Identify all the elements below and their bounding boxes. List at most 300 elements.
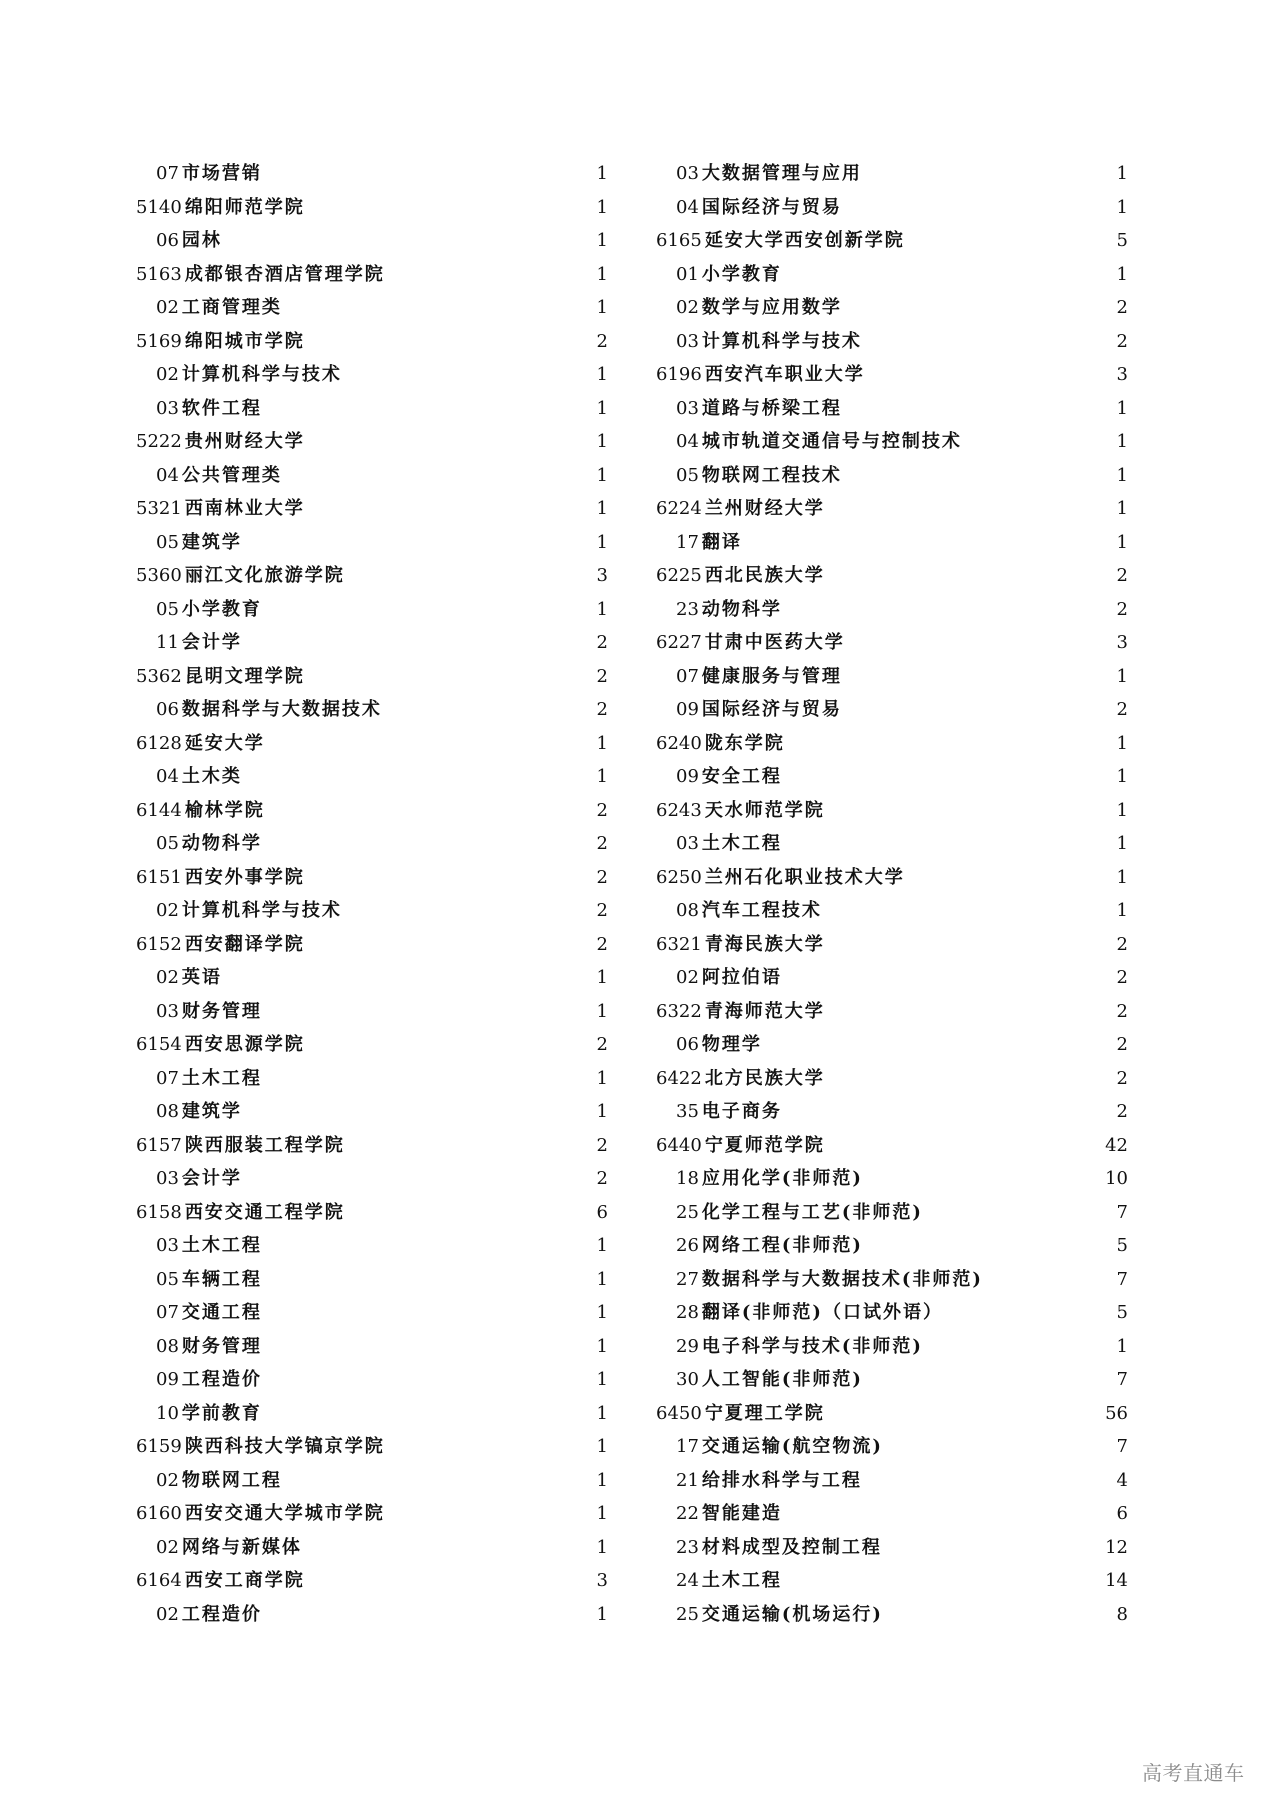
major-name: 道路与桥梁工程 — [701, 397, 842, 419]
major-code: 08 — [676, 900, 699, 921]
major-row — [136, 392, 608, 426]
school-code: 6250 — [656, 866, 702, 888]
row-label — [676, 291, 842, 325]
school-code: 5362 — [136, 665, 182, 687]
major-row — [136, 1296, 608, 1330]
major-code: 02 — [156, 1536, 179, 1558]
major-code: 07 — [156, 1067, 179, 1089]
major-name: 应用化学(非师范) — [701, 1168, 863, 1189]
plan-count: 1 — [596, 196, 608, 218]
row-label — [656, 794, 825, 828]
plan-count: 2 — [596, 1034, 608, 1055]
left-column — [136, 157, 608, 1631]
major-name: 翻译 — [701, 531, 742, 553]
row-label — [676, 660, 842, 694]
major-code: 02 — [156, 1469, 179, 1491]
row-label — [136, 1430, 385, 1464]
major-name: 财务管理 — [181, 1000, 262, 1022]
row-label — [156, 1229, 262, 1263]
row-label — [136, 191, 305, 225]
row-label — [156, 224, 222, 258]
school-code: 6157 — [136, 1134, 182, 1156]
plan-count: 1 — [596, 1436, 608, 1457]
major-row — [656, 961, 1128, 995]
major-row — [656, 1095, 1128, 1129]
major-code: 05 — [156, 833, 179, 854]
plan-count: 1 — [1116, 1335, 1128, 1357]
school-row — [656, 358, 1128, 392]
major-name: 动物科学 — [701, 598, 782, 620]
plan-count: 2 — [596, 866, 608, 888]
plan-count: 2 — [1116, 598, 1128, 620]
row-label — [136, 794, 265, 828]
plan-count: 5 — [1116, 1302, 1128, 1323]
school-code: 6152 — [136, 933, 182, 955]
major-code: 08 — [156, 1101, 179, 1122]
plan-count: 5 — [1116, 1235, 1128, 1256]
row-label — [156, 1062, 262, 1096]
plan-count: 1 — [1116, 665, 1128, 687]
row-label — [156, 1464, 282, 1498]
row-label — [156, 1363, 262, 1397]
row-label — [676, 1598, 883, 1632]
row-label — [156, 157, 262, 191]
school-row — [136, 1497, 608, 1531]
plan-count: 7 — [1116, 1369, 1128, 1390]
major-name: 工程造价 — [181, 1369, 262, 1390]
row-label — [136, 660, 305, 694]
plan-count: 1 — [596, 1000, 608, 1022]
major-name: 土木类 — [181, 766, 242, 787]
plan-count: 1 — [1116, 163, 1128, 184]
row-label — [676, 961, 782, 995]
major-name: 工程造价 — [181, 1603, 262, 1625]
plan-count: 1 — [1116, 464, 1128, 486]
plan-count: 1 — [596, 1101, 608, 1122]
plan-count: 1 — [596, 531, 608, 553]
major-name: 国际经济与贸易 — [701, 196, 842, 218]
major-row — [656, 660, 1128, 694]
row-label — [156, 1095, 242, 1129]
row-label — [676, 191, 842, 225]
plan-count: 1 — [596, 1268, 608, 1290]
major-row — [136, 1263, 608, 1297]
plan-count: 2 — [596, 330, 608, 352]
plan-count: 1 — [1116, 397, 1128, 419]
major-code: 06 — [156, 230, 179, 251]
major-name: 汽车工程技术 — [701, 900, 822, 921]
plan-count: 1 — [1116, 799, 1128, 821]
major-code: 03 — [676, 397, 699, 419]
school-code: 6158 — [136, 1201, 182, 1223]
row-label — [676, 1564, 782, 1598]
major-code: 04 — [156, 464, 179, 486]
major-row — [656, 827, 1128, 861]
plan-count: 1 — [596, 1235, 608, 1256]
major-row — [656, 258, 1128, 292]
major-code: 35 — [676, 1101, 699, 1122]
major-name: 电子科学与技术(非师范) — [701, 1335, 923, 1357]
row-label — [676, 894, 822, 928]
row-label — [656, 995, 825, 1029]
school-code: 6225 — [656, 565, 702, 586]
major-code: 03 — [156, 397, 179, 419]
school-row — [656, 559, 1128, 593]
row-label — [676, 425, 962, 459]
plan-count: 1 — [1116, 833, 1128, 854]
plan-count: 2 — [1116, 297, 1128, 318]
school-name: 昆明文理学院 — [184, 665, 305, 687]
plan-count: 1 — [1116, 431, 1128, 452]
major-code: 17 — [676, 1436, 699, 1457]
school-code: 6154 — [136, 1034, 182, 1055]
row-label — [156, 894, 342, 928]
school-name: 绵阳师范学院 — [184, 196, 305, 218]
plan-count: 1 — [1116, 866, 1128, 888]
row-label — [156, 1263, 262, 1297]
major-code: 08 — [156, 1335, 179, 1357]
row-label — [656, 626, 845, 660]
major-code: 05 — [676, 464, 699, 486]
school-code: 6322 — [656, 1000, 702, 1022]
plan-count: 1 — [596, 1302, 608, 1323]
major-row — [136, 291, 608, 325]
school-name: 西安交通工程学院 — [184, 1201, 345, 1223]
major-row — [136, 593, 608, 627]
row-label — [156, 693, 382, 727]
major-row — [656, 760, 1128, 794]
school-row — [656, 727, 1128, 761]
school-code: 6164 — [136, 1570, 182, 1591]
row-label — [656, 861, 905, 895]
plan-count: 1 — [596, 397, 608, 419]
major-name: 软件工程 — [181, 397, 262, 419]
major-code: 07 — [156, 163, 179, 184]
major-name: 工商管理类 — [181, 297, 282, 318]
major-code: 02 — [156, 297, 179, 318]
major-name: 小学教育 — [701, 263, 782, 285]
plan-count: 1 — [1116, 732, 1128, 754]
major-row — [136, 1062, 608, 1096]
school-name: 西安外事学院 — [184, 866, 305, 888]
major-row — [136, 961, 608, 995]
major-name: 市场营销 — [181, 163, 262, 184]
row-label — [156, 827, 262, 861]
major-code: 25 — [676, 1201, 699, 1223]
row-label — [136, 559, 345, 593]
row-label — [676, 392, 842, 426]
major-code: 07 — [156, 1302, 179, 1323]
major-row — [656, 1598, 1128, 1632]
plan-count: 2 — [1116, 1101, 1128, 1122]
major-name: 交通运输(机场运行) — [701, 1603, 883, 1625]
major-row — [136, 1229, 608, 1263]
plan-count: 1 — [596, 766, 608, 787]
row-label — [656, 358, 865, 392]
school-code: 5222 — [136, 431, 182, 452]
row-label — [676, 157, 862, 191]
major-row — [136, 459, 608, 493]
row-label — [136, 1129, 345, 1163]
plan-count: 1 — [596, 1402, 608, 1424]
major-code: 23 — [676, 1536, 699, 1558]
right-column — [656, 157, 1128, 1631]
school-code: 5321 — [136, 498, 182, 519]
plan-count: 8 — [1116, 1603, 1128, 1625]
school-name: 陕西科技大学镐京学院 — [184, 1436, 385, 1457]
school-code: 6440 — [656, 1134, 702, 1156]
major-row — [136, 894, 608, 928]
major-code: 04 — [676, 431, 699, 452]
plan-count: 6 — [596, 1201, 608, 1223]
school-name: 宁夏师范学院 — [704, 1134, 825, 1156]
major-row — [136, 526, 608, 560]
plan-count: 10 — [1105, 1168, 1128, 1189]
school-code: 6422 — [656, 1067, 702, 1089]
major-row — [656, 693, 1128, 727]
plan-count: 2 — [596, 933, 608, 955]
school-row — [656, 1129, 1128, 1163]
row-label — [676, 459, 842, 493]
major-name: 交通运输(航空物流) — [701, 1436, 883, 1457]
plan-count: 1 — [1116, 196, 1128, 218]
major-row — [656, 392, 1128, 426]
school-code: 5360 — [136, 565, 182, 586]
major-name: 公共管理类 — [181, 464, 282, 486]
school-name: 陕西服装工程学院 — [184, 1134, 345, 1156]
major-code: 23 — [676, 598, 699, 620]
school-code: 6224 — [656, 498, 702, 519]
row-label — [156, 291, 282, 325]
plan-count: 2 — [1116, 330, 1128, 352]
row-label — [656, 559, 825, 593]
major-name: 土木工程 — [181, 1067, 262, 1089]
row-label — [156, 1598, 262, 1632]
major-code: 02 — [156, 900, 179, 921]
major-name: 国际经济与贸易 — [701, 699, 842, 720]
major-name: 数据科学与大数据技术 — [181, 699, 382, 720]
major-code: 05 — [156, 1268, 179, 1290]
row-label — [156, 1296, 262, 1330]
major-name: 安全工程 — [701, 766, 782, 787]
plan-count: 1 — [596, 1503, 608, 1524]
major-code: 03 — [156, 1235, 179, 1256]
plan-count: 3 — [596, 565, 608, 586]
school-name: 北方民族大学 — [704, 1067, 825, 1089]
major-row — [136, 1531, 608, 1565]
plan-count: 1 — [1116, 263, 1128, 285]
school-name: 榆林学院 — [184, 799, 265, 821]
school-row — [136, 794, 608, 828]
major-code: 06 — [156, 699, 179, 720]
school-row — [656, 224, 1128, 258]
row-label — [136, 1564, 305, 1598]
row-label — [136, 492, 305, 526]
major-code: 03 — [676, 330, 699, 352]
major-name: 翻译(非师范)（口试外语） — [701, 1302, 943, 1323]
row-label — [156, 1397, 262, 1431]
row-label — [676, 827, 782, 861]
major-row — [656, 1330, 1128, 1364]
row-label — [136, 727, 265, 761]
row-label — [656, 492, 825, 526]
major-code: 02 — [676, 297, 699, 318]
plan-count: 2 — [596, 1168, 608, 1189]
row-label — [136, 1196, 345, 1230]
plan-count: 1 — [596, 732, 608, 754]
major-name: 小学教育 — [181, 598, 262, 620]
row-label — [676, 1028, 762, 1062]
major-row — [656, 1028, 1128, 1062]
row-label — [156, 1162, 242, 1196]
major-row — [656, 157, 1128, 191]
major-name: 计算机科学与技术 — [701, 330, 862, 352]
major-row — [656, 593, 1128, 627]
major-code: 03 — [156, 1168, 179, 1189]
major-name: 大数据管理与应用 — [701, 163, 862, 184]
major-row — [656, 1229, 1128, 1263]
row-label — [136, 1497, 385, 1531]
plan-count: 1 — [596, 263, 608, 285]
plan-count: 1 — [596, 598, 608, 620]
school-name: 兰州财经大学 — [704, 498, 825, 519]
school-code: 6144 — [136, 799, 182, 821]
major-code: 02 — [156, 1603, 179, 1625]
major-code: 27 — [676, 1268, 699, 1290]
major-name: 人工智能(非师范) — [701, 1369, 863, 1390]
major-row — [656, 325, 1128, 359]
plan-count: 1 — [596, 1067, 608, 1089]
row-label — [676, 325, 862, 359]
major-row — [136, 1162, 608, 1196]
row-label — [676, 760, 782, 794]
major-row — [136, 1330, 608, 1364]
row-label — [676, 1430, 883, 1464]
row-label — [136, 1028, 305, 1062]
row-label — [656, 224, 905, 258]
major-name: 学前教育 — [181, 1402, 262, 1424]
major-name: 建筑学 — [181, 531, 242, 553]
row-label — [676, 1263, 983, 1297]
school-row — [136, 425, 608, 459]
major-row — [656, 459, 1128, 493]
major-row — [656, 526, 1128, 560]
major-code: 03 — [676, 833, 699, 854]
school-row — [656, 1062, 1128, 1096]
school-name: 西安汽车职业大学 — [704, 364, 865, 385]
major-code: 28 — [676, 1302, 699, 1323]
plan-count: 1 — [596, 1469, 608, 1491]
school-code: 5140 — [136, 196, 182, 218]
school-code: 6240 — [656, 732, 702, 754]
plan-count: 7 — [1116, 1436, 1128, 1457]
row-label — [156, 459, 282, 493]
plan-count: 1 — [596, 498, 608, 519]
row-label — [156, 995, 262, 1029]
major-name: 化学工程与工艺(非师范) — [701, 1201, 923, 1223]
school-code: 6450 — [656, 1402, 702, 1424]
school-row — [136, 1564, 608, 1598]
plan-count: 1 — [1116, 900, 1128, 921]
major-code: 30 — [676, 1369, 699, 1390]
major-name: 财务管理 — [181, 1335, 262, 1357]
plan-count: 1 — [596, 1603, 608, 1625]
major-name: 土木工程 — [181, 1235, 262, 1256]
major-row — [656, 1263, 1128, 1297]
row-label — [156, 526, 242, 560]
school-name: 天水师范学院 — [704, 799, 825, 821]
major-name: 物理学 — [701, 1034, 762, 1055]
plan-count: 2 — [596, 900, 608, 921]
school-name: 西安交通大学城市学院 — [184, 1503, 385, 1524]
plan-count: 42 — [1105, 1134, 1128, 1156]
plan-count: 56 — [1105, 1402, 1128, 1424]
plan-count: 1 — [596, 364, 608, 385]
major-name: 计算机科学与技术 — [181, 364, 342, 385]
major-code: 05 — [156, 531, 179, 553]
major-name: 数学与应用数学 — [701, 297, 842, 318]
major-name: 会计学 — [181, 1168, 242, 1189]
major-code: 02 — [156, 967, 179, 988]
school-name: 成都银杏酒店管理学院 — [184, 263, 385, 285]
major-code: 22 — [676, 1503, 699, 1524]
school-code: 6321 — [656, 933, 702, 955]
major-name: 土木工程 — [701, 833, 782, 854]
major-row — [136, 1598, 608, 1632]
major-name: 计算机科学与技术 — [181, 900, 342, 921]
school-name: 西安思源学院 — [184, 1034, 305, 1055]
major-name: 数据科学与大数据技术(非师范) — [701, 1268, 983, 1290]
major-name: 网络与新媒体 — [181, 1536, 302, 1558]
school-name: 青海师范大学 — [704, 1000, 825, 1022]
plan-count: 12 — [1105, 1536, 1128, 1558]
row-label — [676, 1363, 863, 1397]
school-code: 6160 — [136, 1503, 182, 1524]
watermark: 高考直通车 — [1142, 1761, 1245, 1785]
row-label — [676, 1497, 782, 1531]
major-row — [656, 1296, 1128, 1330]
major-row — [656, 1430, 1128, 1464]
major-name: 园林 — [181, 230, 222, 251]
school-row — [136, 191, 608, 225]
school-row — [656, 626, 1128, 660]
plan-count: 1 — [596, 163, 608, 184]
row-label — [676, 526, 742, 560]
row-label — [136, 258, 385, 292]
school-code: 6227 — [656, 632, 702, 653]
row-label — [676, 1296, 943, 1330]
row-label — [156, 626, 242, 660]
plan-count: 1 — [596, 431, 608, 452]
major-code: 11 — [156, 632, 179, 653]
row-label — [156, 1330, 262, 1364]
row-label — [676, 1330, 923, 1364]
school-row — [656, 1397, 1128, 1431]
major-code: 10 — [156, 1402, 179, 1424]
major-code: 04 — [156, 766, 179, 787]
major-row — [656, 1363, 1128, 1397]
major-code: 02 — [676, 967, 699, 988]
row-label — [676, 693, 842, 727]
major-code: 09 — [676, 699, 699, 720]
school-name: 延安大学 — [184, 732, 265, 754]
plan-count: 1 — [596, 967, 608, 988]
row-label — [676, 258, 782, 292]
major-row — [136, 995, 608, 1029]
major-name: 动物科学 — [181, 833, 262, 854]
major-code: 26 — [676, 1235, 699, 1256]
plan-count: 3 — [1116, 364, 1128, 385]
